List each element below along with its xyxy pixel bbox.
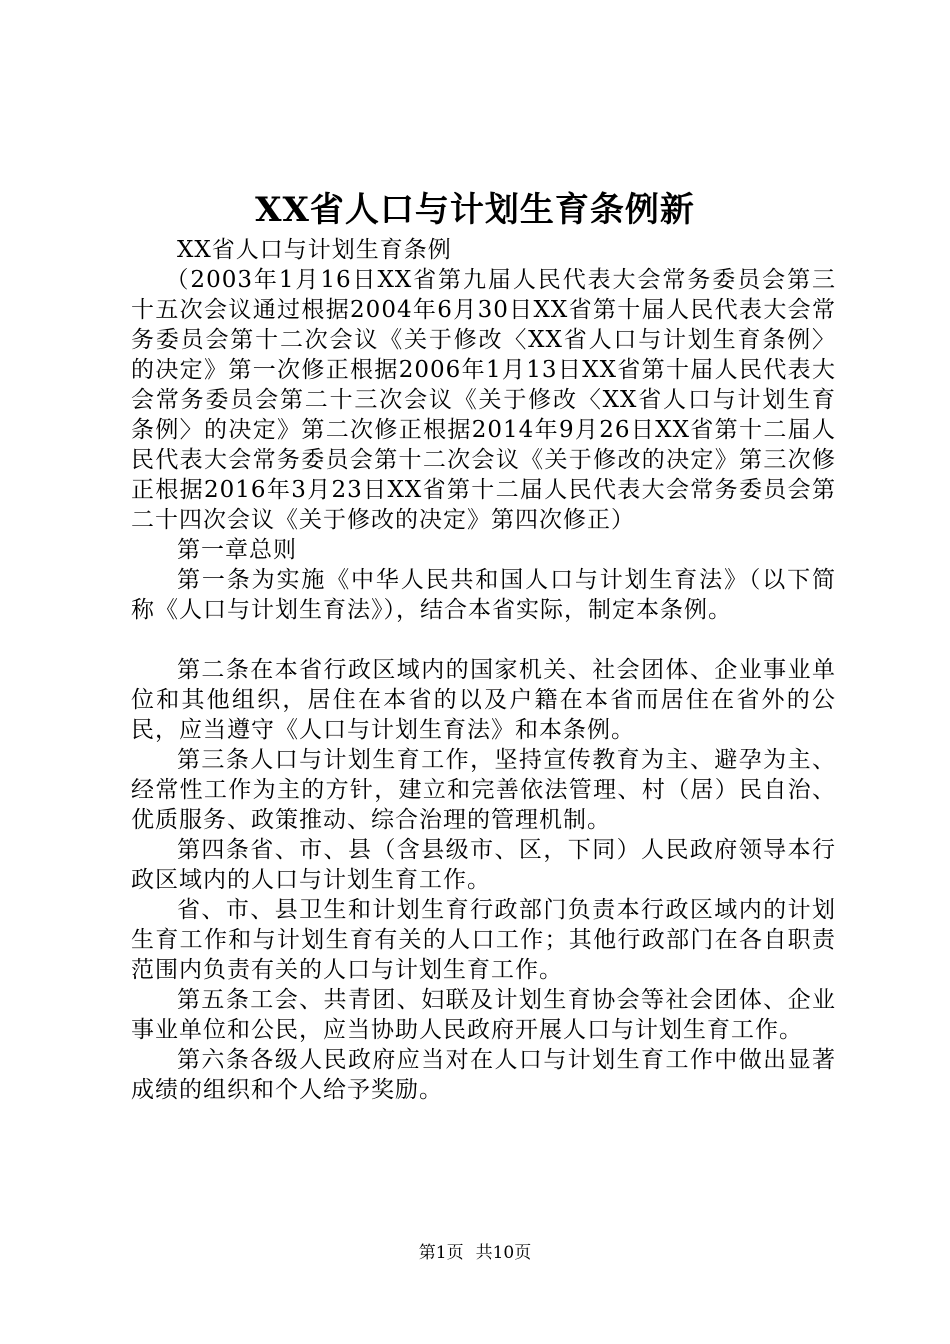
article-5: 第五条工会、共青团、妇联及计划生育协会等社会团体、企业事业单位和公民，应当协助人民政府开展人口与计划生育工作。 [131, 987, 836, 1043]
blank-line [131, 625, 836, 655]
document-body [131, 235, 836, 1105]
article-1: 第一条为实施《中华人民共和国人口与计划生育法》（以下简称《人口与计划生育法》），结合本省实际，制定本条例。 [131, 567, 836, 623]
chapter-heading: 第一章总则 [177, 537, 297, 563]
page-footer [0, 1241, 950, 1265]
article-4: 第四条省、市、县（含县级市、区，下同）人民政府领导本行政区域内的人口与计划生育工作。 [131, 837, 836, 893]
article-3: 第三条人口与计划生育工作，坚持宣传教育为主、避孕为主、经常性工作为主的方针，建立和完善依法管理、村（居）民自治、优质服务、政策推动、综合治理的管理机制。 [131, 747, 836, 833]
article-2: 第二条在本省行政区域内的国家机关、社会团体、企业事业单位和其他组织，居住在本省的以及户籍在本省而居住在省外的公民，应当遵守《人口与计划生育法》和本条例。 [131, 657, 836, 743]
article-4-paragraph-2: 省、市、县卫生和计划生育行政部门负责本行政区域内的计划生育工作和与计划生育有关的人口工作；其他行政部门在各自职责范围内负责有关的人口与计划生育工作。 [131, 897, 836, 983]
amendment-history-note: （2003年1月16日XX省第九届人民代表大会常务委员会第三十五次会议通过根据2004年6月30日XX省第十届人民代表大会常务委员会第十二次会议《关于修改〈XX省人口与计划生育条例〉的决定》第一次修正根据2006年1月13日XX省第十届人民代表大会常务委员会第二十三次会议《关于修改〈XX省人口与计划生育条例〉的决定》第二次修正根据2014年9月26日XX省第十二届人民代表大会常务委员会第十二次会议《关于修改的决定》第三次修正根据2016年3月23日XX省第十二届人民代表大会常务委员会第二十四次会议《关于修改的决定》第四次修正） [131, 267, 836, 533]
regulation-name: XX省人口与计划生育条例 [177, 237, 452, 263]
document-title: XX省人口与计划生育条例新 [255, 190, 695, 230]
page-total: 共10页 [475, 1243, 532, 1263]
page-number: 第1页 [418, 1243, 464, 1263]
article-6: 第六条各级人民政府应当对在人口与计划生育工作中做出显著成绩的组织和个人给予奖励。 [131, 1047, 836, 1103]
